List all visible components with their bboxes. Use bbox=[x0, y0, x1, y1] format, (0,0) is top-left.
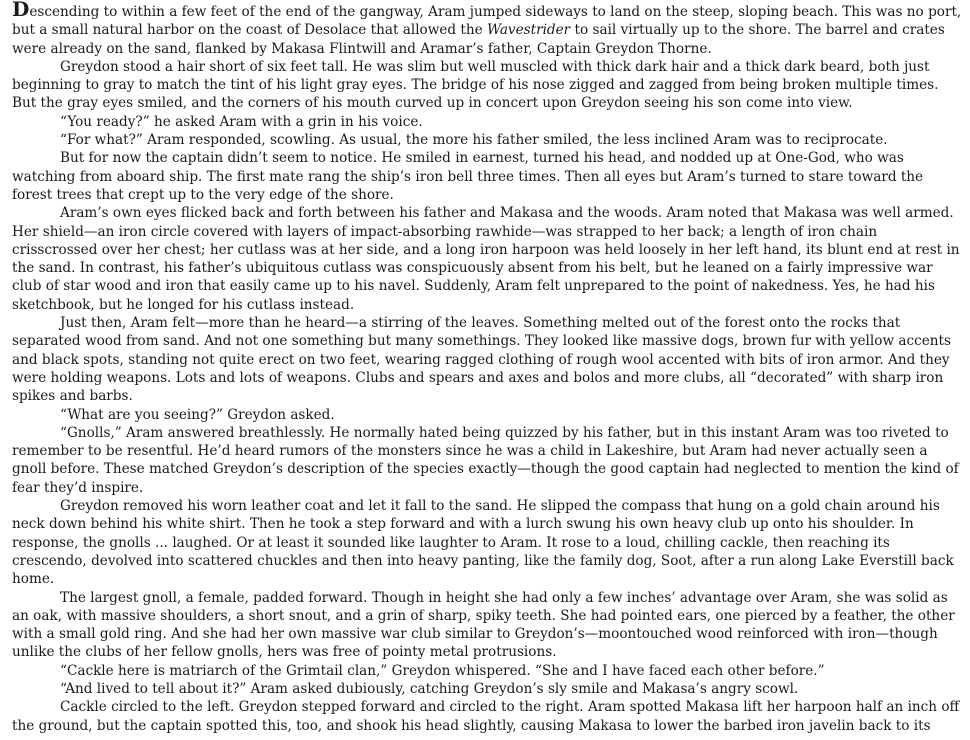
paragraph-opening bbox=[12, 0, 962, 58]
paragraph-what-seeing: “What are you seeing?” Greydon asked. bbox=[60, 406, 335, 423]
opening-text-after-ship: to sail virtually up to the shore. The barrel and crates were already on the sand, flanked by Makasa Flintwill and Aramar’s father, Captain Greydon Thorne. bbox=[12, 22, 945, 57]
opening-text-before-ship: escending to within a few feet of the end of the gangway, Aram jumped sideways to land on the steep, sloping beach. This was no port, but a small natural harbor on the coast of Desolace that allowed the bbox=[12, 4, 962, 39]
drop-cap: D bbox=[12, 0, 30, 21]
paragraph-greydon-description: Greydon stood a hair short of six feet tall. He was slim but well muscled with thick dark hair and a thick dark beard, both just beginning to gray to match the tint of his light gray eyes. The bridge of his nose zigged and zagged from being broken multiple times. But the gray eyes smiled, and the corners of his mouth curved up in concert upon Greydon seeing his son come into view. bbox=[12, 58, 939, 112]
paragraph-ship-bell: But for now the captain didn’t seem to notice. He smiled in earnest, turned his head, and nodded up at One-God, who was watching from aboard ship. The first mate rang the ship’s iron bell three times. Then all eyes but Aram’s turned to stare toward the forest trees that crept up to the very edge of the shore. bbox=[12, 150, 924, 203]
paragraph-largest-gnoll: The largest gnoll, a female, padded forward. Though in height she had only a few inches’ advantage over Aram, she was solid as an oak, with massive shoulders, a short snout, and a grin of sharp, spiky teeth. She had pointed ears, one pierced by a feather, the other with a small gold ring. And she had her own massive war club similar to Greydon’s—moontouched wood reinforced with iron—though unlike the clubs of her fellow gnolls, hers was free of pointy metal protrusions. bbox=[12, 589, 955, 661]
ship-name: Wavestrider bbox=[487, 22, 571, 39]
paragraph-cackle-circled: Cackle circled to the left. Greydon stepped forward and circled to the right. Aram spotted Makasa lift her harpoon half an inch off the ground, but the captain spotted this, too, and shook his head slightly, causing Makasa to lower the barbed iron javelin back to its bbox=[12, 699, 960, 734]
paragraph-cackle-matriarch: “Cackle here is matriarch of the Grimtail clan,” Greydon whispered. “She and I have faced each other before.” bbox=[60, 662, 825, 679]
paragraph-greydon-club: Greydon removed his worn leather coat and let it fall to the sand. He slipped the compass that hung on a gold chain around his neck down behind his white shirt. Then he took a step forward and with a lurch swung his own heavy club up onto his shoulder. In response, the gnolls ... laughed. Or at least it sounded like laughter to Aram. It rose to a loud, chilling cackle, then reaching its crescendo, devolved into scattered chuckles and then into heavy panting, like the family dog, Soot, after a run along Lake Everstill back home. bbox=[12, 498, 954, 588]
paragraph-gnolls-answer: “Gnolls,” Aram answered breathlessly. He normally hated being quizzed by his father, but in this instant Aram was too riveted to remember to be resentful. He’d heard rumors of the monsters since he was a child in Lakeshire, but Aram had never actually seen a gnoll before. These matched Greydon’s description of the species exactly—though the good captain had neglected to mention the kind of fear they’d inspire. bbox=[12, 424, 959, 496]
paragraph-gnolls-emerge: Just then, Aram felt—more than he heard—a stirring of the leaves. Something melted out of the forest onto the rocks that separated wood from sand. And not one something but many somethings. They looked like massive dogs, brown fur with yellow accents and black spots, standing not quite erect on two feet, wearing ragged clothing of rough wool accented with bits of iron armor. And they were holding weapons. Lots and lots of weapons. Clubs and spears and axes and bolos and more clubs, all “decorated” with sharp iron spikes and barbs. bbox=[12, 315, 951, 405]
paragraph-lived-to-tell: “And lived to tell about it?” Aram asked dubiously, catching Greydon’s sly smile and Makasa’s angry scowl. bbox=[60, 680, 799, 697]
paragraph-you-ready: “You ready?” he asked Aram with a grin in his voice. bbox=[60, 113, 423, 130]
paragraph-for-what: “For what?” Aram responded, scowling. As usual, the more his father smiled, the less inclined Aram was to reciprocate. bbox=[60, 132, 888, 149]
paragraph-makasa-armed: Aram’s own eyes flicked back and forth between his father and Makasa and the woods. Aram noted that Makasa was well armed. Her shield—an iron circle covered with layers of impact-absorbing rawhide—was strapped to her back; a length of iron chain crisscrossed over her chest; her cutlass was at her side, and a long iron harpoon was held loosely in her left hand, its blunt end at rest in the sand. In contrast, his father’s ubiquitous cutlass was conspicuously absent from his belt, but he leaned on a fairly impressive war club of star wood and iron that easily came up to his navel. Suddenly, Aram felt unprepared to the point of nakedness. Yes, he had his sketchbook, but he longed for his cutlass instead. bbox=[12, 205, 960, 313]
